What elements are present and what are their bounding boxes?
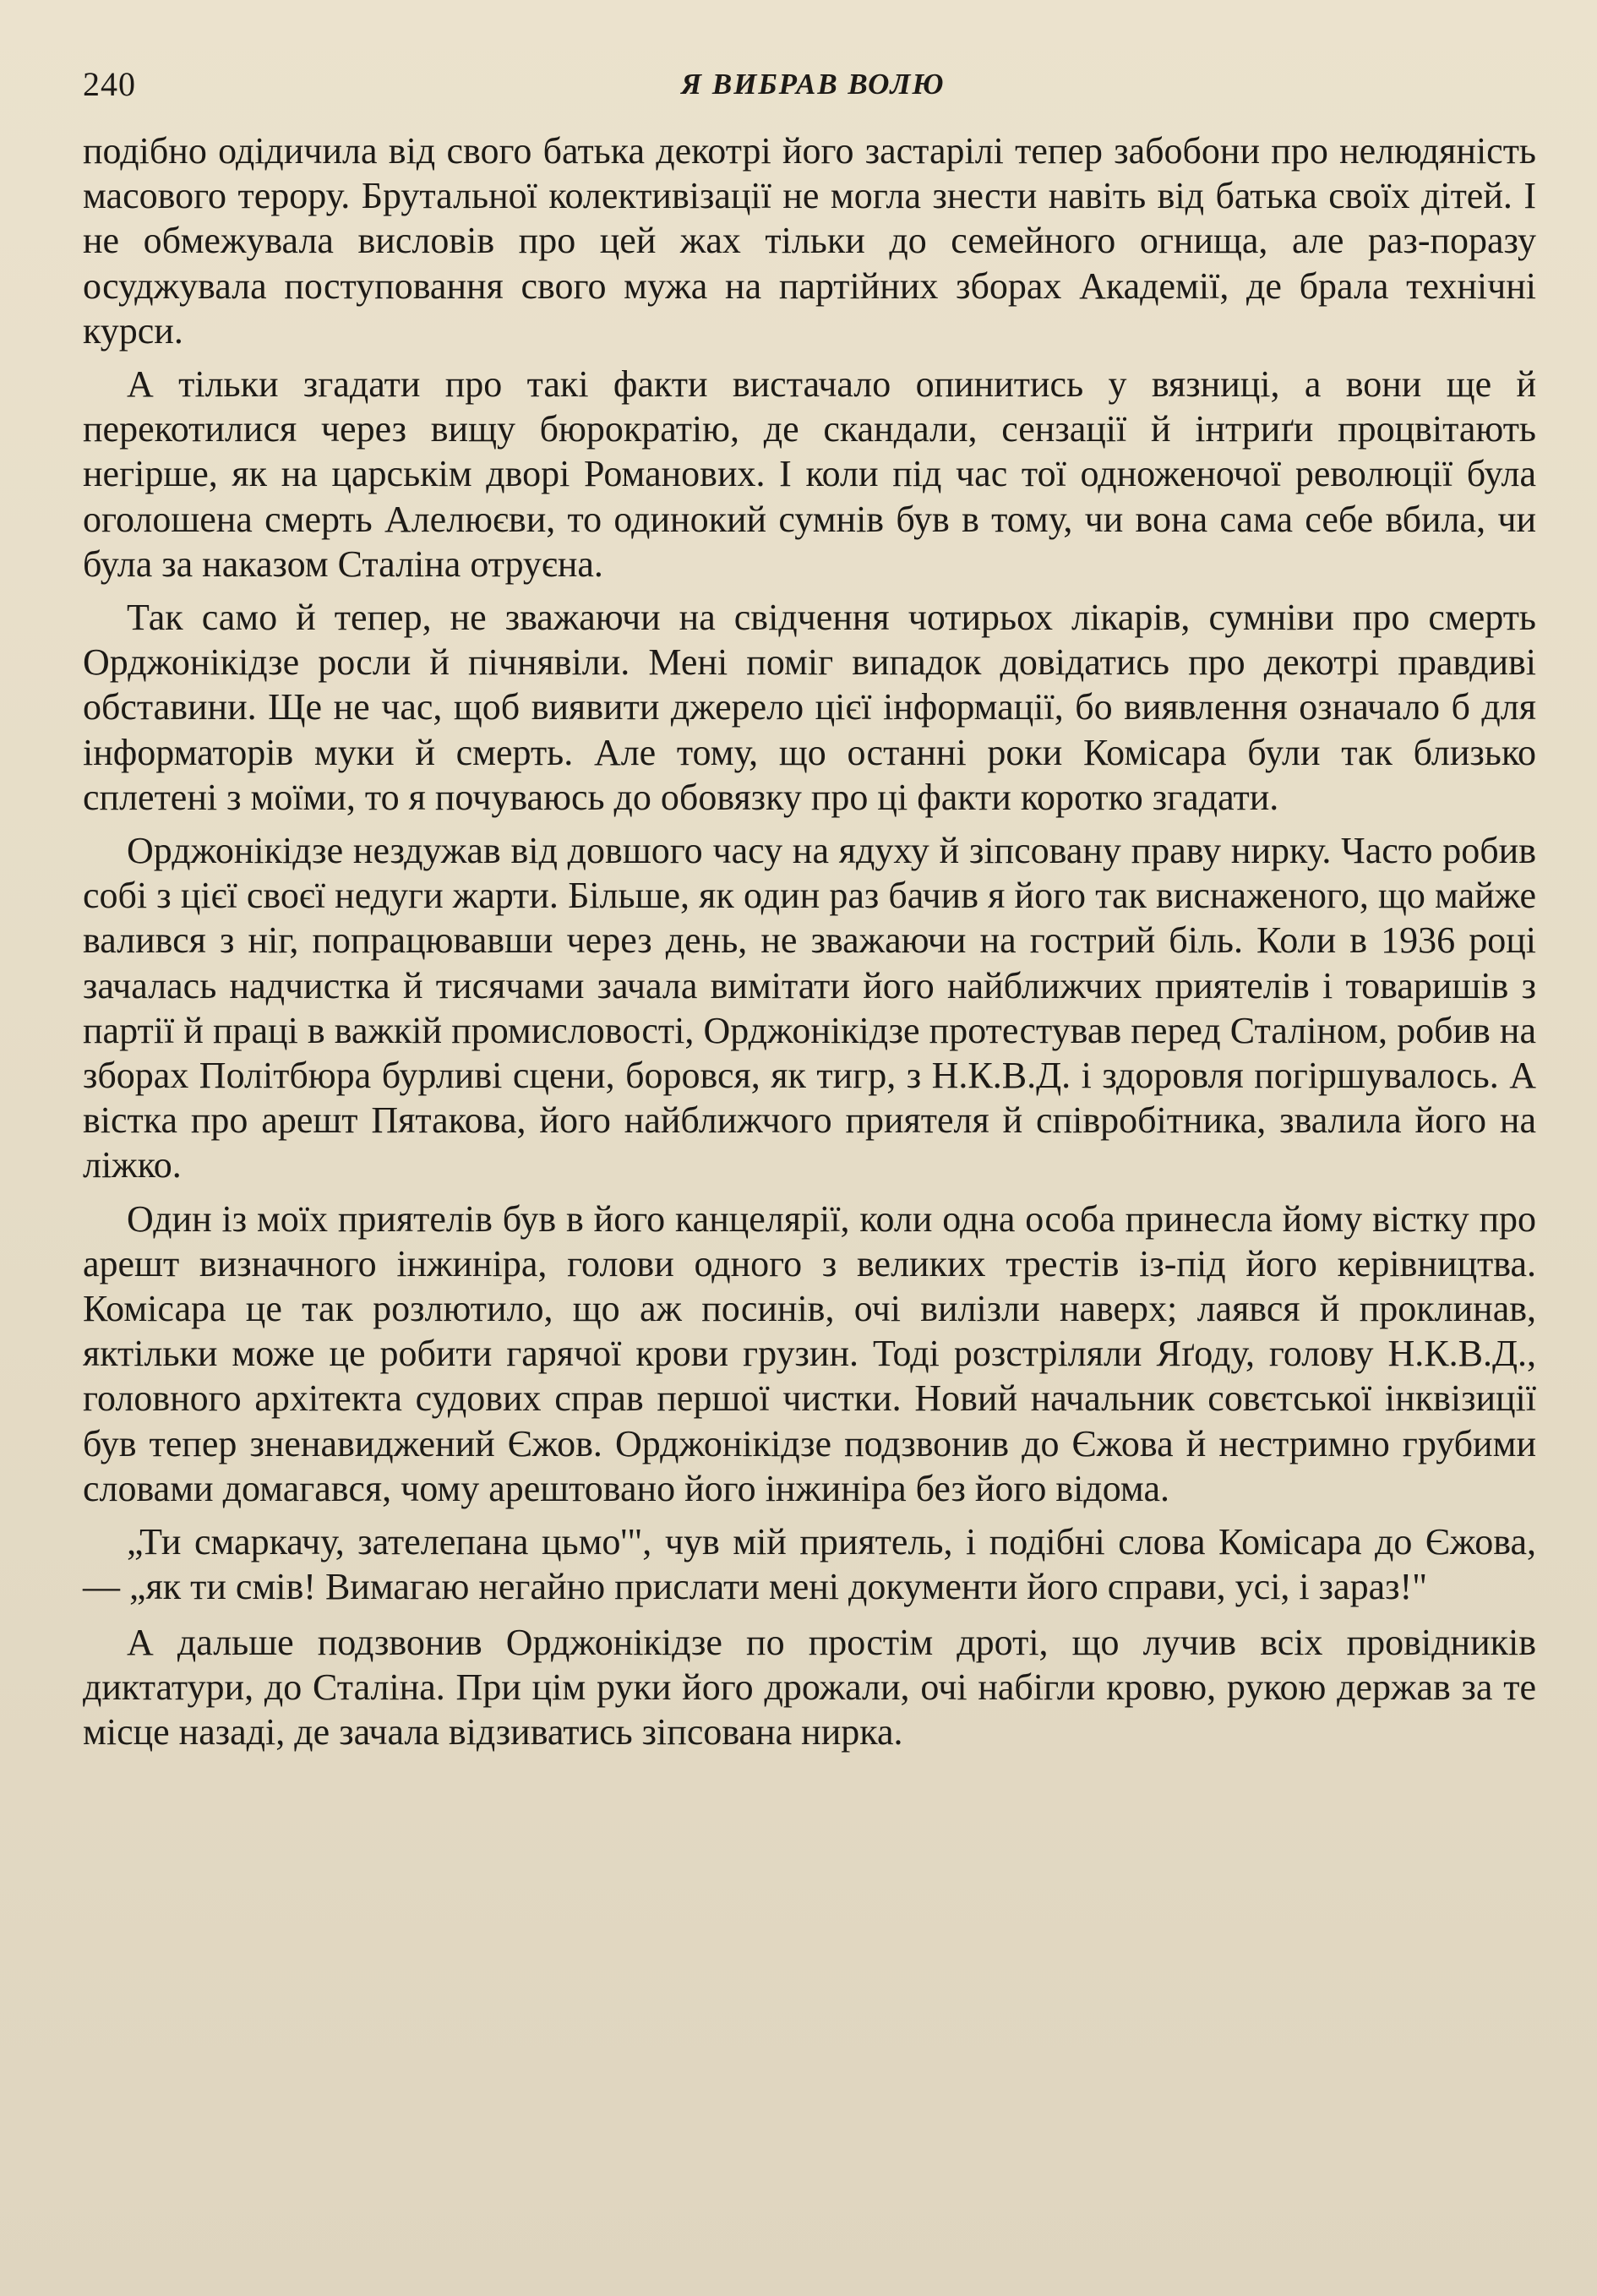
paragraph-3: Так само й тепер, не зважаючи на свідчення чотирьох лікарів, сумніви про смерть Орджонікідзе росли й пічнявіли. Мені поміг випадок довідатись про декотрі правдиві обставини. Ще не час, щоб виявити джерело цієї інформації, бо виявлення означало б для інформаторів муки й смерть. Але тому, що останні роки Комісара були так близько сплетені з моїми, то я почуваюсь до обовязку про ці факти коротко згадати. [83, 597, 1536, 818]
body-text [83, 128, 1536, 1763]
page-header [83, 64, 1536, 115]
paragraph-5: Один із моїх приятелів був в його канцелярії, коли одна особа принесла йому вістку про арешт визначного інжиніра, голови одного з великих трестів із-під його керівництва. Комісара це так розлютило, що аж посинів, очі вилізли наверх; лаявся й проклинав, яктільки може це робити гарячої крови грузин. Тоді розстріляли Яґоду, голову Н.К.В.Д., головного архітекта судових справ першої чистки. Новий начальник совєтської інквізиції був тепер зненавиджений Єжов. Орджонікідзе подзвонив до Єжова й нестримно грубими словами домагався, чому арештовано його інжиніра без його відома. [83, 1197, 1536, 1509]
paragraph-2: А тільки згадати про такі факти вистачало опинитись у вязниці, а вони ще й перекотилися через вищу бюрократію, де скандали, сензації й інтриґи процвітають негірше, як на царськім дворі Романових. І коли під час тої одноженочої революції була оголошена смерть Алелюєви, то одинокий сумнів був в тому, чи вона сама себе вбила, чи була за наказом Сталіна отруєна. [83, 363, 1536, 585]
page-number: 240 [83, 65, 136, 103]
paragraph-6-quote: „Ти смаркачу, зателепана цьмо'", чув мій приятель, і подібні слова Комісара до Єжова, — „як ти смів! Вимагаю негайно прислати мені документи його справи, усі, і зараз!" [83, 1521, 1536, 1608]
running-title: Я ВИБРАВ ВОЛЮ [681, 68, 946, 101]
paragraph-1: подібно одідичила від свого батька декотрі його застарілі тепер забобони про нелюдяність масового терору. Брутальної колективізації не могла знести навіть від батька своїх дітей. І не обмежувала висловів про цей жах тільки до семейного огнища, але раз-поразу осуджувала поступовання свого мужа на партійних зборах Академії, де брала технічні курси. [83, 130, 1536, 352]
paragraph-4: Орджонікідзе нездужав від довшого часу на ядуху й зіпсовану праву нирку. Часто робив собі з цієї своєї недуги жарти. Більше, як один раз бачив я його так виснаженого, що майже валився з ніг, попрацювавши через день, не зважаючи на гострий біль. Коли в 1936 році зачалась надчистка й тисячами зачала вимітати його найближчих приятелів і товаришів з партії й праці в важкій промисловості, Орджонікідзе протестував перед Сталіном, робив на зборах Політбюра бурливі сцени, боровся, як тигр, з Н.К.В.Д. і здоровля погіршувалось. А вістка про арешт Пятакова, його найближчого приятеля й співробітника, звалила його на ліжко. [83, 830, 1536, 1186]
paragraph-7: А дальше подзвонив Орджонікідзе по простім дроті, що лучив всіх провідників диктатури, до Сталіна. При цім руки його дрожали, очі набігли кровю, рукою держав за те місце назаді, де зачала відзиватись зіпсована нирка. [83, 1621, 1536, 1753]
